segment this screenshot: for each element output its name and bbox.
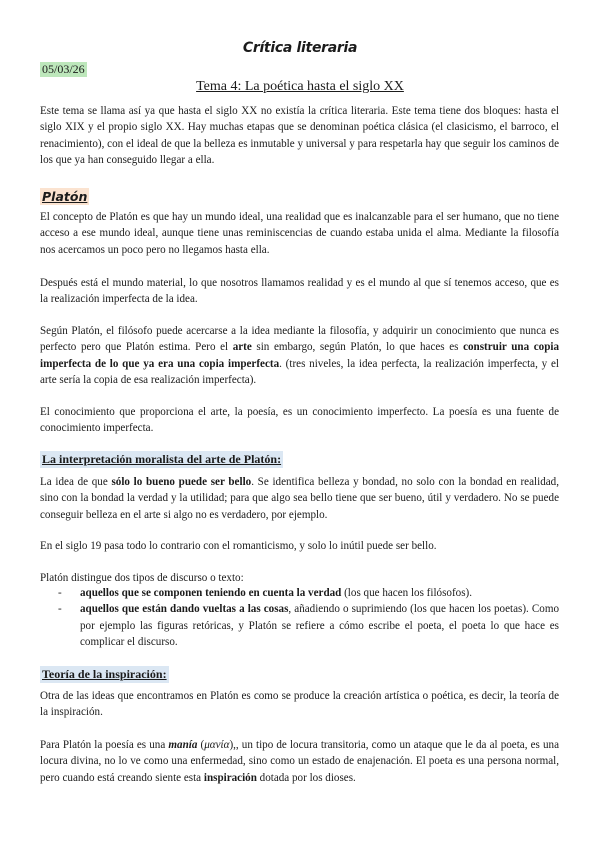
plato-paragraph-4: El conocimiento que proporciona el arte, la poesía, es un conocimiento imperfecto. La poesía es una fuente de conocimiento imperfecta. — [40, 406, 559, 435]
list-item: - aquellos que están dando vueltas a las cosas, añadiendo o suprimiendo (los que hacen los poetas). Como por ejemplo las figuras retóricas, y Platón se refiere a cómo escribe el poeta, el poeta lo que hace es complicar el discurso. — [58, 603, 560, 648]
plato-paragraph-3: Según Platón, el filósofo puede acercarse a la idea mediante la filosofía, y adquirir un conocimiento que nunca es perfecto pero que Platón estima. Pero el arte sin embargo, según Platón, lo que haces es construir una copia imperfecta de lo que ya era una copia imperfecta. (tres niveles, la idea perfecta, la realización imperfecta, y el arte sería la copia de esa realización imperfecta). — [40, 325, 559, 386]
inspiration-heading: Teoría de la inspiración: — [42, 667, 167, 681]
moral-paragraph-1: La idea de que sólo lo bueno puede ser bello. Se identifica belleza y bondad, no solo con la bondad en realidad, sino con la bondad la verdad y la utilidad; para que algo sea bello tiene que ser bueno, útil y verdadero. No se puede conseguir belleza en el arte si algo no es verdadero, por ejemplo. — [40, 476, 559, 521]
topic-heading: Tema 4: La poética hasta el siglo XX — [196, 79, 404, 94]
date-highlight: 05/03/26 — [42, 62, 85, 76]
moral-paragraph-2: En el siglo 19 pasa todo lo contrario con el romanticismo, y solo lo inútil puede ser bello. — [40, 540, 437, 552]
intro-paragraph: Este tema se llama así ya que hasta el siglo XX no existía la crítica literaria. Este tema tiene dos bloques: hasta el siglo XIX y el propio siglo XX. Hay muchas etapas que se denominan poética clásica (el clasicismo, el barroco, el renacimiento), con el ideal de que la belleza es inmutable y universal y para respetarla hay que seguir los caminos de los que ya han conseguido llegar a ella. — [40, 105, 559, 166]
list-item: - aquellos que se componen teniendo en cuenta la verdad (los que hacen los filósofos). — [58, 587, 472, 599]
plato-paragraph-2: Después está el mundo material, lo que nosotros llamamos realidad y es el mundo al que sí tenemos acceso, que es la realización imperfecta de la idea. — [40, 277, 559, 306]
document-title: Crítica literaria — [242, 40, 358, 56]
plato-paragraph-1: El concepto de Platón es que hay un mundo ideal, una realidad que es inalcanzable para el ser humano, que no tiene acceso a ese mundo ideal, aunque tiene unas reminiscencias de cuando estaba unida el alma. Mediante la filosofía nos acercamos un poco pero no llegamos hasta ella. — [40, 211, 559, 256]
plato-heading: Platón — [42, 189, 88, 204]
discourse-list — [58, 585, 559, 650]
moral-heading: La interpretación moralista del arte de Platón: — [42, 452, 282, 466]
inspiration-paragraph-1: Otra de las ideas que encontramos en Platón es como se produce la creación artística o poética, es decir, la teoría de la inspiración. — [40, 690, 559, 719]
moral-paragraph-3: Platón distingue dos tipos de discurso o texto: — [40, 572, 244, 584]
inspiration-paragraph-2: Para Platón la poesía es una manía (μανία),, un tipo de locura transitoria, como un ataque que le da al poeta, es una locura divina, no lo ve como una enfermedad, sino como un estado de enajenación. El poeta es una persona normal, pero cuando está creando siente esta inspiración dotada por los dioses. — [40, 739, 560, 784]
